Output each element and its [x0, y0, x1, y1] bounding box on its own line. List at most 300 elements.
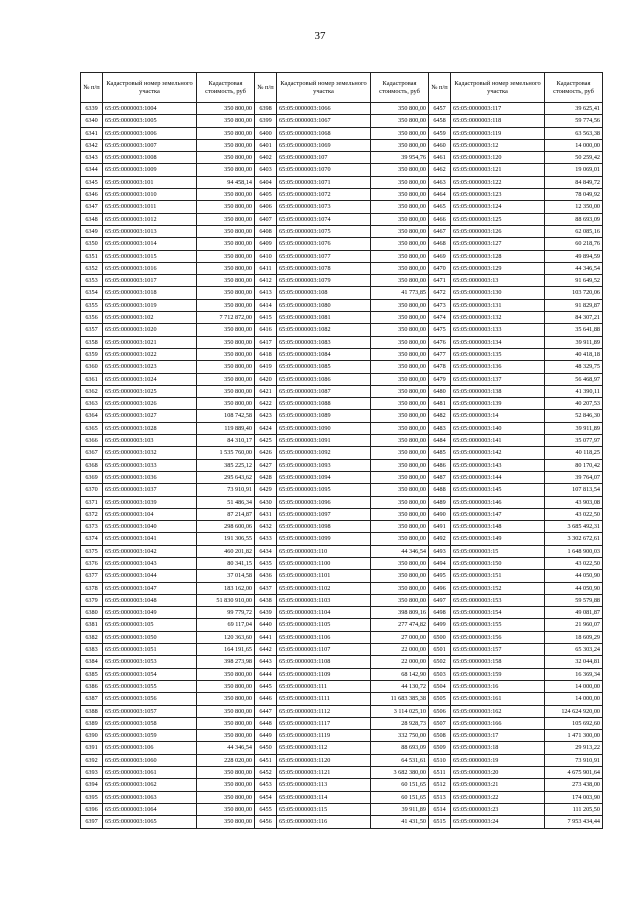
cadastral-value: 183 162,00: [197, 582, 255, 594]
table-row: [81, 680, 255, 692]
row-number: 6511: [429, 767, 451, 779]
cadastral-number: 65:05:0000003:147: [451, 508, 545, 520]
cadastral-value: 44 050,90: [545, 570, 603, 582]
table-row: [255, 398, 429, 410]
table-row: [255, 471, 429, 483]
table-row: [429, 754, 603, 766]
row-number: 6384: [81, 656, 103, 668]
cadastral-value: 277 474,82: [371, 619, 429, 631]
row-number: 6373: [81, 521, 103, 533]
cadastral-value: 48 329,75: [545, 361, 603, 373]
cadastral-value: 39 911,89: [371, 803, 429, 815]
row-number: 6419: [255, 361, 277, 373]
table-row: [429, 459, 603, 471]
cadastral-value: 350 800,00: [371, 189, 429, 201]
cadastral-value: 39 911,89: [545, 422, 603, 434]
cadastral-number: 65:05:0000003:156: [451, 631, 545, 643]
cadastral-number: 65:05:0000003:1070: [277, 164, 371, 176]
table-row: [81, 287, 255, 299]
table-row: [255, 435, 429, 447]
table-row: [255, 422, 429, 434]
row-number: 6375: [81, 545, 103, 557]
cadastral-number: 65:05:0000003:1074: [277, 213, 371, 225]
cadastral-value: 350 800,00: [371, 262, 429, 274]
table-row: [81, 754, 255, 766]
table-row: [255, 385, 429, 397]
cadastral-value: 49 894,59: [545, 250, 603, 262]
row-number: 6427: [255, 459, 277, 471]
cadastral-number: 65:05:0000003:115: [277, 803, 371, 815]
cadastral-value: 350 800,00: [371, 201, 429, 213]
cadastral-value: 41 431,50: [371, 816, 429, 828]
table-row: [255, 348, 429, 360]
cadastral-number: 65:05:0000003:21: [451, 779, 545, 791]
row-number: 6369: [81, 471, 103, 483]
row-number: 6385: [81, 668, 103, 680]
cadastral-number: 65:05:0000003:1004: [103, 103, 197, 115]
cadastral-number: 65:05:0000003:136: [451, 361, 545, 373]
table-row: [255, 361, 429, 373]
row-number: 6441: [255, 631, 277, 643]
cadastral-number: 65:05:0000003:1053: [103, 656, 197, 668]
row-number: 6380: [81, 607, 103, 619]
row-number: 6474: [429, 312, 451, 324]
cadastral-number: 65:05:0000003:1047: [103, 582, 197, 594]
cadastral-value: 3 682 380,00: [371, 767, 429, 779]
cadastral-value: 350 800,00: [371, 312, 429, 324]
cadastral-number: 65:05:0000003:103: [103, 435, 197, 447]
table-row: [429, 496, 603, 508]
cadastral-value: 350 800,00: [371, 299, 429, 311]
cadastral-value: 350 800,00: [371, 410, 429, 422]
cadastral-number: 65:05:0000003:1082: [277, 324, 371, 336]
row-number: 6428: [255, 471, 277, 483]
table-row: [429, 656, 603, 668]
cadastral-number: 65:05:0000003:1085: [277, 361, 371, 373]
table-row: [429, 103, 603, 115]
row-number: 6455: [255, 803, 277, 815]
row-number: 6423: [255, 410, 277, 422]
table-header-row: [255, 73, 429, 103]
cadastral-value: 88 693,09: [371, 742, 429, 754]
row-number: 6487: [429, 471, 451, 483]
cadastral-value: 398 273,98: [197, 656, 255, 668]
cadastral-number: 65:05:0000003:1104: [277, 607, 371, 619]
cadastral-number: 65:05:0000003:1026: [103, 398, 197, 410]
cadastral-number: 65:05:0000003:1056: [103, 693, 197, 705]
table-row: [429, 115, 603, 127]
cadastral-value: 43 903,08: [545, 496, 603, 508]
cadastral-value: 350 800,00: [371, 373, 429, 385]
cadastral-number: 65:05:0000003:141: [451, 435, 545, 447]
table-row: [429, 361, 603, 373]
table-row: [81, 201, 255, 213]
table-row: [81, 582, 255, 594]
cadastral-value: 332 750,00: [371, 730, 429, 742]
cadastral-number: 65:05:0000003:1036: [103, 471, 197, 483]
table-row: [255, 619, 429, 631]
table-row: [255, 767, 429, 779]
table-row: [429, 336, 603, 348]
cadastral-value: 350 800,00: [371, 225, 429, 237]
row-number: 6341: [81, 127, 103, 139]
cadastral-value: 350 800,00: [371, 533, 429, 545]
cadastral-value: 49 081,87: [545, 607, 603, 619]
cadastral-value: 350 800,00: [371, 250, 429, 262]
cadastral-value: 3 114 025,10: [371, 705, 429, 717]
cadastral-value: 350 800,00: [371, 471, 429, 483]
table-header-row: [81, 73, 255, 103]
table-row: [255, 644, 429, 656]
cadastral-value: 52 846,30: [545, 410, 603, 422]
cadastral-value: 350 800,00: [371, 324, 429, 336]
cadastral-value: 60 218,76: [545, 238, 603, 250]
cadastral-value: 14 000,00: [545, 693, 603, 705]
cadastral-value: 119 889,40: [197, 422, 255, 434]
cadastral-number: 65:05:0000003:15: [451, 545, 545, 557]
cadastral-number: 65:05:0000003:1091: [277, 435, 371, 447]
cadastral-number: 65:05:0000003:129: [451, 262, 545, 274]
cadastral-number: 65:05:0000003:12: [451, 139, 545, 151]
row-number: 6440: [255, 619, 277, 631]
cadastral-value: 41 390,11: [545, 385, 603, 397]
table-row: [81, 779, 255, 791]
cadastral-number: 65:05:0000003:1084: [277, 348, 371, 360]
cadastral-number: 65:05:0000003:1028: [103, 422, 197, 434]
cadastral-value: 191 306,55: [197, 533, 255, 545]
row-number: 6447: [255, 705, 277, 717]
cadastral-value: 40 418,18: [545, 348, 603, 360]
row-number: 6504: [429, 680, 451, 692]
row-number: 6339: [81, 103, 103, 115]
cadastral-value: 350 800,00: [197, 779, 255, 791]
row-number: 6376: [81, 557, 103, 569]
row-number: 6496: [429, 582, 451, 594]
row-number: 6478: [429, 361, 451, 373]
cadastral-number: 65:05:0000003:1083: [277, 336, 371, 348]
row-number: 6426: [255, 447, 277, 459]
row-number: 6490: [429, 508, 451, 520]
cadastral-value: 350 800,00: [197, 250, 255, 262]
cadastral-number: 65:05:0000003:143: [451, 459, 545, 471]
cadastral-number: 65:05:0000003:1108: [277, 656, 371, 668]
cadastral-number: 65:05:0000003:1022: [103, 348, 197, 360]
cadastral-value: 273 438,00: [545, 779, 603, 791]
row-number: 6493: [429, 545, 451, 557]
cadastral-number: 65:05:0000003:118: [451, 115, 545, 127]
row-number: 6501: [429, 644, 451, 656]
table-row: [429, 791, 603, 803]
table-row: [255, 484, 429, 496]
cadastral-value: 350 800,00: [371, 521, 429, 533]
table-row: [255, 164, 429, 176]
cadastral-value: 350 800,00: [197, 139, 255, 151]
row-number: 6344: [81, 164, 103, 176]
row-number: 6506: [429, 705, 451, 717]
cadastral-value: 350 800,00: [197, 213, 255, 225]
cadastral-value: 350 800,00: [371, 275, 429, 287]
cadastral-number: 65:05:0000003:159: [451, 668, 545, 680]
cadastral-value: 350 800,00: [197, 680, 255, 692]
cadastral-number: 65:05:0000003:1090: [277, 422, 371, 434]
cadastral-number: 65:05:0000003:101: [103, 176, 197, 188]
cadastral-value: 50 259,42: [545, 152, 603, 164]
table-row: [81, 533, 255, 545]
cadastral-number: 65:05:0000003:139: [451, 398, 545, 410]
cadastral-value: 124 624 920,00: [545, 705, 603, 717]
row-number: 6509: [429, 742, 451, 754]
row-number: 6499: [429, 619, 451, 631]
table-row: [429, 570, 603, 582]
cadastral-value: 56 468,97: [545, 373, 603, 385]
cadastral-number: 65:05:0000003:24: [451, 816, 545, 828]
table-row: [429, 508, 603, 520]
cadastral-number: 65:05:0000003:125: [451, 213, 545, 225]
table-row: [255, 127, 429, 139]
cadastral-number: 65:05:0000003:1100: [277, 557, 371, 569]
table-row: [255, 496, 429, 508]
row-number: 6388: [81, 705, 103, 717]
row-number: 6425: [255, 435, 277, 447]
row-number: 6357: [81, 324, 103, 336]
table-row: [429, 447, 603, 459]
cadastral-number: 65:05:0000003:1072: [277, 189, 371, 201]
cadastral-value: 94 458,14: [197, 176, 255, 188]
table-row: [429, 176, 603, 188]
cadastral-number: 65:05:0000003:114: [277, 791, 371, 803]
cadastral-value: 350 800,00: [197, 324, 255, 336]
row-number: 6367: [81, 447, 103, 459]
table-row: [429, 348, 603, 360]
row-number: 6397: [81, 816, 103, 828]
row-number: 6347: [81, 201, 103, 213]
cadastral-number: 65:05:0000003:14: [451, 410, 545, 422]
cadastral-value: 111 205,50: [545, 803, 603, 815]
row-number: 6449: [255, 730, 277, 742]
cadastral-value: 174 003,90: [545, 791, 603, 803]
cadastral-number: 65:05:0000003:1094: [277, 471, 371, 483]
row-number: 6364: [81, 410, 103, 422]
cadastral-number: 65:05:0000003:1106: [277, 631, 371, 643]
row-number: 6346: [81, 189, 103, 201]
cadastral-number: 65:05:0000003:1087: [277, 385, 371, 397]
cadastral-value: 350 800,00: [371, 594, 429, 606]
cadastral-number: 65:05:0000003:122: [451, 176, 545, 188]
table-row: [255, 459, 429, 471]
table-row: [81, 693, 255, 705]
cadastral-value: 64 531,61: [371, 754, 429, 766]
cadastral-number: 65:05:0000003:112: [277, 742, 371, 754]
table-row: [255, 115, 429, 127]
cadastral-number: 65:05:0000003:130: [451, 287, 545, 299]
row-number: 6350: [81, 238, 103, 250]
row-number: 6407: [255, 213, 277, 225]
cadastral-value: 1 648 900,03: [545, 545, 603, 557]
cadastral-number: 65:05:0000003:1013: [103, 225, 197, 237]
row-number: 6491: [429, 521, 451, 533]
cadastral-number: 65:05:0000003:1061: [103, 767, 197, 779]
cadastral-value: 350 800,00: [197, 717, 255, 729]
row-number: 6348: [81, 213, 103, 225]
cadastral-value: 59 579,88: [545, 594, 603, 606]
row-number: 6451: [255, 754, 277, 766]
cadastral-number: 65:05:0000003:1057: [103, 705, 197, 717]
cadastral-value: 22 000,00: [371, 644, 429, 656]
row-number: 6393: [81, 767, 103, 779]
cadastral-value: 350 800,00: [371, 435, 429, 447]
cadastral-number: 65:05:0000003:1088: [277, 398, 371, 410]
cadastral-table-column-1: [80, 72, 255, 829]
row-number: 6489: [429, 496, 451, 508]
cadastral-number: 65:05:0000003:162: [451, 705, 545, 717]
cadastral-number: 65:05:0000003:1055: [103, 680, 197, 692]
cadastral-value: 73 910,91: [197, 484, 255, 496]
cadastral-number: 65:05:0000003:1037: [103, 484, 197, 496]
cadastral-value: 350 800,00: [197, 115, 255, 127]
table-row: [429, 803, 603, 815]
row-number: 6374: [81, 533, 103, 545]
cadastral-value: 350 800,00: [197, 791, 255, 803]
row-number: 6387: [81, 693, 103, 705]
row-number: 6410: [255, 250, 277, 262]
row-number: 6416: [255, 324, 277, 336]
cadastral-value: 84 307,21: [545, 312, 603, 324]
row-number: 6412: [255, 275, 277, 287]
table-row: [81, 324, 255, 336]
cadastral-value: 37 014,58: [197, 570, 255, 582]
table-row: [429, 582, 603, 594]
row-number: 6365: [81, 422, 103, 434]
cadastral-value: 35 077,97: [545, 435, 603, 447]
table-row: [81, 398, 255, 410]
cadastral-value: 18 609,29: [545, 631, 603, 643]
cadastral-number: 65:05:0000003:1092: [277, 447, 371, 459]
cadastral-value: 350 800,00: [371, 103, 429, 115]
table-row: [81, 570, 255, 582]
cadastral-value: 87 214,87: [197, 508, 255, 520]
row-number: 6435: [255, 557, 277, 569]
cadastral-value: 350 800,00: [371, 582, 429, 594]
row-number: 6460: [429, 139, 451, 151]
header-num: № п/п: [255, 73, 277, 103]
row-number: 6510: [429, 754, 451, 766]
cadastral-number: 65:05:0000003:1044: [103, 570, 197, 582]
table-row: [81, 791, 255, 803]
cadastral-number: 65:05:0000003:1101: [277, 570, 371, 582]
cadastral-value: 298 600,06: [197, 521, 255, 533]
cadastral-value: 350 800,00: [371, 336, 429, 348]
cadastral-value: 350 800,00: [371, 484, 429, 496]
table-row: [81, 557, 255, 569]
table-row: [255, 299, 429, 311]
cadastral-value: 16 369,34: [545, 668, 603, 680]
row-number: 6422: [255, 398, 277, 410]
cadastral-number: 65:05:0000003:157: [451, 644, 545, 656]
cadastral-number: 65:05:0000003:1065: [103, 816, 197, 828]
row-number: 6488: [429, 484, 451, 496]
cadastral-number: 65:05:0000003:1021: [103, 336, 197, 348]
cadastral-value: 350 800,00: [197, 705, 255, 717]
cadastral-number: 65:05:0000003:1071: [277, 176, 371, 188]
cadastral-value: 350 800,00: [371, 348, 429, 360]
header-value: Кадастровая стоимость, руб: [197, 73, 255, 103]
cadastral-number: 65:05:0000003:1050: [103, 631, 197, 643]
row-number: 6513: [429, 791, 451, 803]
cadastral-number: 65:05:0000003:104: [103, 508, 197, 520]
cadastral-value: 350 800,00: [197, 693, 255, 705]
table-row: [81, 508, 255, 520]
cadastral-number: 65:05:0000003:1107: [277, 644, 371, 656]
cadastral-number: 65:05:0000003:1117: [277, 717, 371, 729]
table-row: [429, 693, 603, 705]
cadastral-value: 32 044,81: [545, 656, 603, 668]
cadastral-value: 78 049,92: [545, 189, 603, 201]
cadastral-value: 107 813,54: [545, 484, 603, 496]
cadastral-value: 350 800,00: [197, 730, 255, 742]
cadastral-value: 350 800,00: [371, 422, 429, 434]
table-row: [255, 312, 429, 324]
cadastral-value: 28 928,73: [371, 717, 429, 729]
table-row: [255, 262, 429, 274]
cadastral-value: 39 911,89: [545, 336, 603, 348]
table-row: [255, 668, 429, 680]
table-row: [429, 299, 603, 311]
cadastral-value: 27 000,00: [371, 631, 429, 643]
table-row: [429, 816, 603, 828]
cadastral-value: 44 346,54: [197, 742, 255, 754]
row-number: 6418: [255, 348, 277, 360]
row-number: 6457: [429, 103, 451, 115]
cadastral-number: 65:05:0000003:153: [451, 594, 545, 606]
cadastral-number: 65:05:0000003:113: [277, 779, 371, 791]
cadastral-number: 65:05:0000003:102: [103, 312, 197, 324]
row-number: 6443: [255, 656, 277, 668]
row-number: 6485: [429, 447, 451, 459]
row-number: 6429: [255, 484, 277, 496]
cadastral-number: 65:05:0000003:152: [451, 582, 545, 594]
table-row: [81, 521, 255, 533]
row-number: 6420: [255, 373, 277, 385]
row-number: 6495: [429, 570, 451, 582]
cadastral-value: 69 117,04: [197, 619, 255, 631]
cadastral-value: 39 764,07: [545, 471, 603, 483]
table-row: [255, 275, 429, 287]
row-number: 6477: [429, 348, 451, 360]
row-number: 6462: [429, 164, 451, 176]
table-row: [429, 139, 603, 151]
cadastral-value: 21 960,07: [545, 619, 603, 631]
table-row: [429, 201, 603, 213]
table-row: [81, 312, 255, 324]
cadastral-number: 65:05:0000003:151: [451, 570, 545, 582]
table-row: [81, 730, 255, 742]
table-row: [429, 594, 603, 606]
table-row: [255, 139, 429, 151]
cadastral-number: 65:05:0000003:120: [451, 152, 545, 164]
table-row: [81, 225, 255, 237]
cadastral-number: 65:05:0000003:1063: [103, 791, 197, 803]
cadastral-value: 350 800,00: [197, 816, 255, 828]
table-row: [429, 287, 603, 299]
cadastral-number: 65:05:0000003:1016: [103, 262, 197, 274]
cadastral-number: 65:05:0000003:1080: [277, 299, 371, 311]
cadastral-value: 350 800,00: [371, 213, 429, 225]
cadastral-value: 350 800,00: [197, 373, 255, 385]
table-row: [429, 164, 603, 176]
table-row: [429, 680, 603, 692]
row-number: 6445: [255, 680, 277, 692]
row-number: 6377: [81, 570, 103, 582]
